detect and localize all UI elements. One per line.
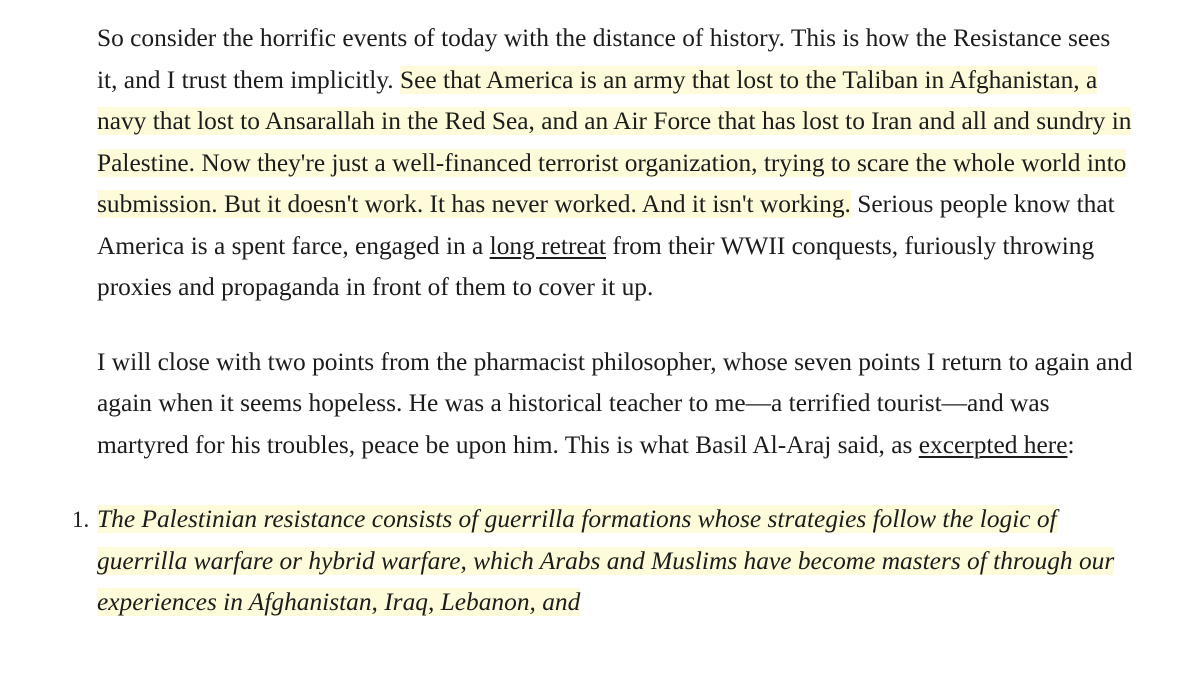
excerpted-here-link[interactable]: excerpted here: [918, 430, 1068, 459]
list-item: [72, 499, 1137, 624]
paragraph-history-intro: So consider the horrific events of today with the distance of history. This is how the Resistance sees it, and I trust them implicitly.: [97, 24, 1111, 94]
paragraph-closing-end: :: [1067, 430, 1075, 459]
list-item-text: The Palestinian resistance consists of guerrilla formations whose strategies follow the logic of guerrilla warfare or hybrid warfare, which Arabs and Muslims have become masters of through our experiences in Afghanistan, Iraq, Lebanon, and: [97, 505, 1115, 616]
quote-list: [72, 499, 1137, 624]
list-item-number: 1.: [72, 507, 90, 532]
paragraph-history: [97, 18, 1137, 309]
paragraph-closing: [97, 342, 1137, 467]
highlighted-passage: See that America is an army that lost to the Taliban in Afghanistan, a navy that lost to Ansarallah in the Red Sea, and an Air Force that has lost to Iran and all and sundry in Palestine. Now they're just a well-financed terrorist organization, trying to scare the whole world into submission. But it doesn't work. It has never worked. And it isn't working.: [97, 65, 1132, 218]
paragraph-history-end: from their WWII conquests, furiously throwing proxies and propaganda in front of them to cover it up.: [97, 231, 1095, 301]
paragraph-closing-text: I will close with two points from the pharmacist philosopher, whose seven points I return to again and again when it seems hopeless. He was a historical teacher to me—a terrified tourist—and was martyred for his troubles, peace be upon him. This is what Basil Al-Araj said, as: [97, 347, 1133, 459]
long-retreat-link[interactable]: long retreat: [489, 231, 606, 260]
paragraph-history-middle: Serious people know that America is a spent farce, engaged in a: [97, 190, 1115, 260]
article-body: [72, 18, 1137, 624]
